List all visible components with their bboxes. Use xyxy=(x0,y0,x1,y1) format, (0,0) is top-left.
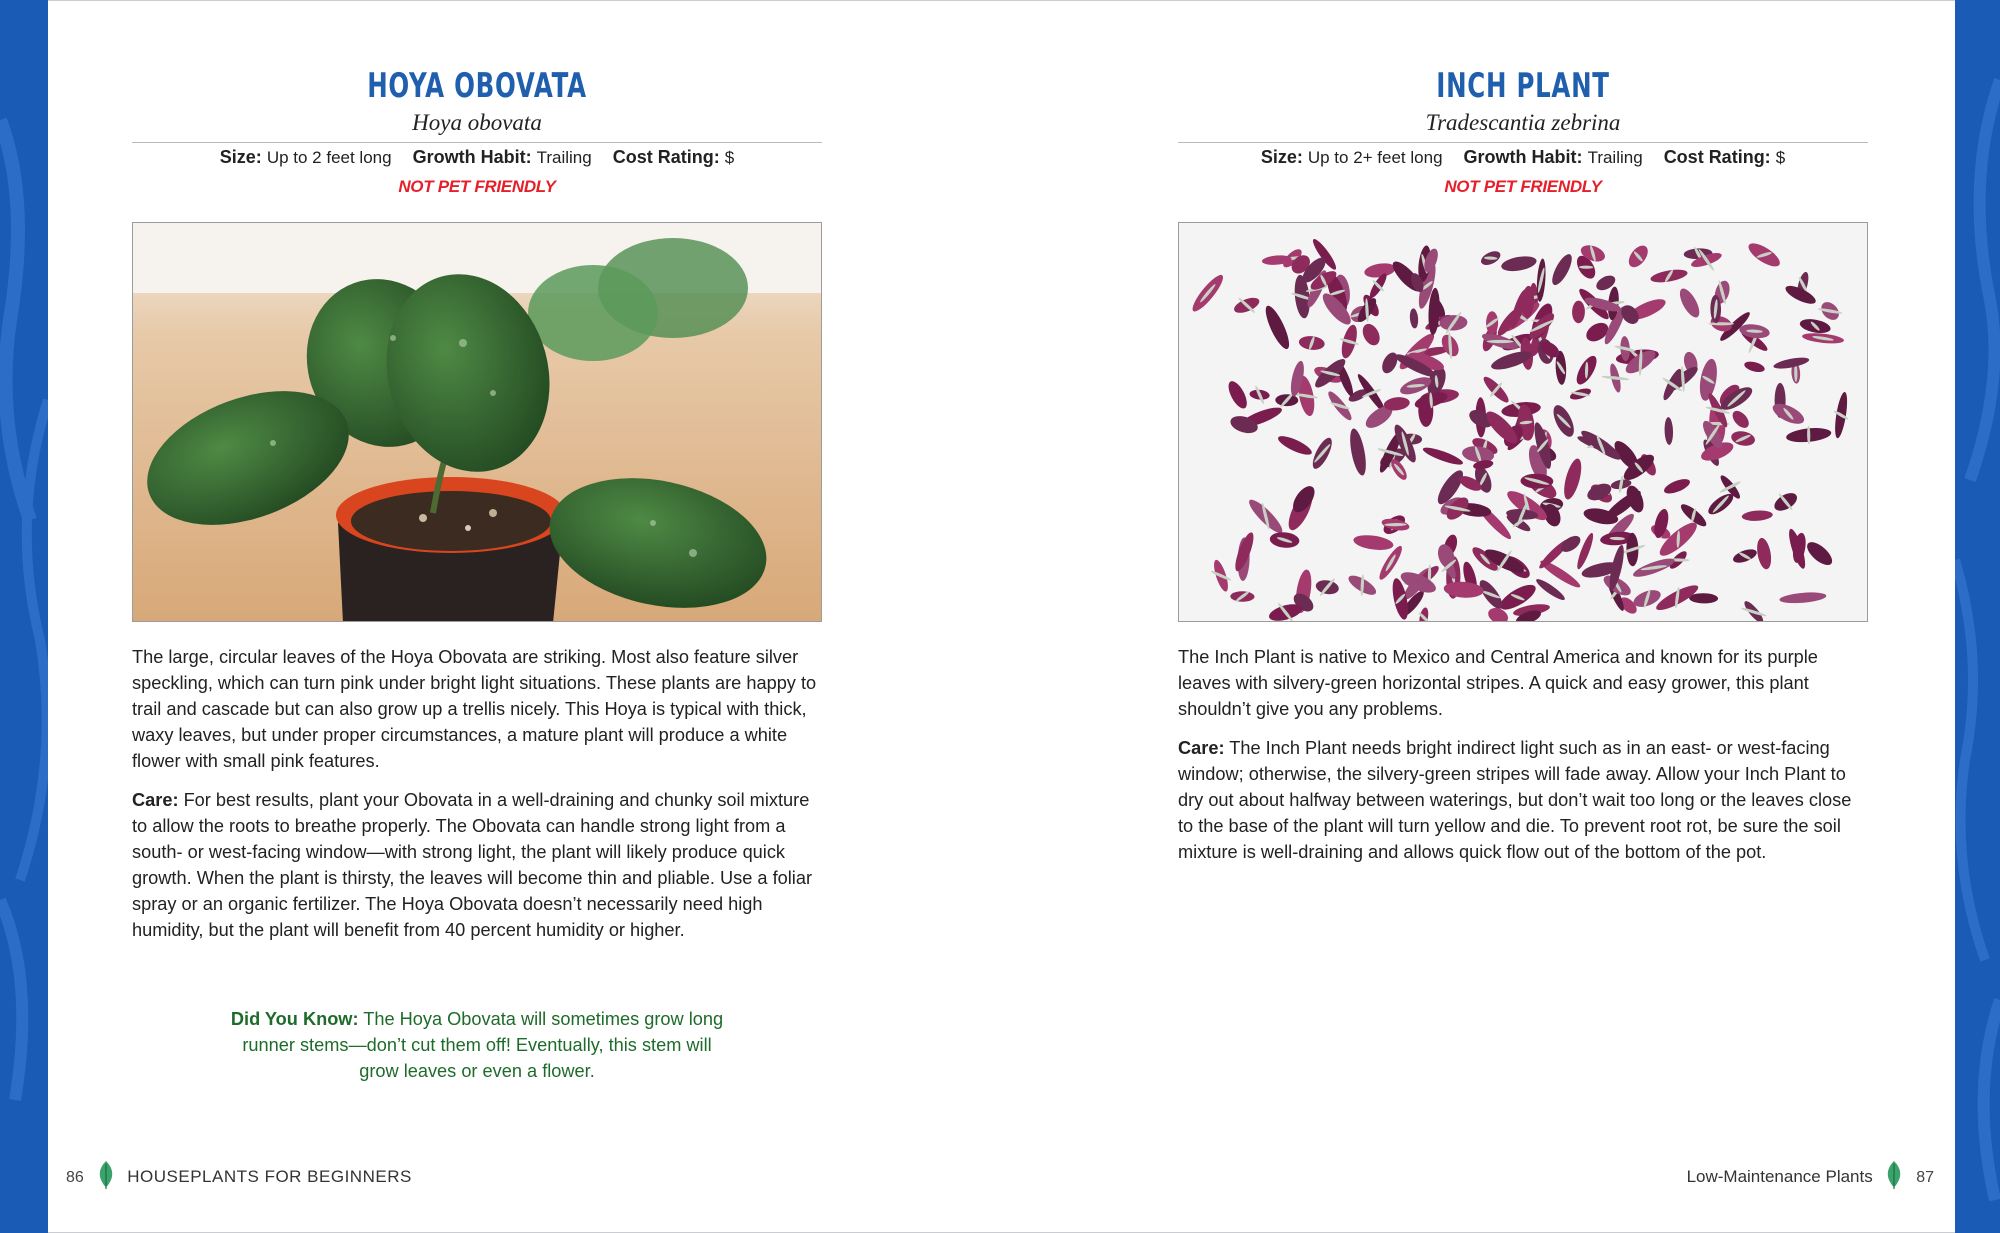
cost-rating-label: Cost Rating: xyxy=(612,147,720,167)
title-rule xyxy=(1178,142,1868,143)
running-head: HOUSEPLANTS FOR BEGINNERS xyxy=(127,1166,412,1186)
page-number: 87 xyxy=(1916,1168,1934,1186)
description-paragraph: The Inch Plant is native to Mexico and Central America and known for its purple leaves with silvery-green horizontal stripes. A quick and easy grower, this plant shouldn’t give you any problems. xyxy=(1178,647,1818,719)
growth-habit-value: Trailing xyxy=(536,148,592,167)
did-you-know-label: Did You Know: xyxy=(230,1009,359,1029)
size-value: Up to 2 feet long xyxy=(266,148,392,167)
title-rule xyxy=(132,142,822,143)
plant-title: INCH PLANT xyxy=(1436,66,1610,106)
growth-habit-label: Growth Habit: xyxy=(1463,147,1583,167)
cost-rating-value: $ xyxy=(724,148,735,167)
description-paragraph: The large, circular leaves of the Hoya Obovata are striking. Most also feature silver speckling, which can turn pink under bright light situations. These plants are happy to trail and cascade but can also grow up a trellis nicely. This Hoya is typical with thick, waxy leaves, but under proper circumstances, a mature plant will produce a white flower with small pink features. xyxy=(132,647,817,771)
size-label: Size: xyxy=(219,147,262,167)
pet-warning: NOT PET FRIENDLY xyxy=(1444,177,1602,196)
care-paragraph xyxy=(1178,735,1868,865)
plant-title: HOYA OBOVATA xyxy=(367,66,587,106)
cost-rating-label: Cost Rating: xyxy=(1663,147,1771,167)
page-number: 86 xyxy=(66,1168,84,1186)
running-head: Low-Maintenance Plants xyxy=(1686,1166,1873,1186)
care-label: Care: xyxy=(132,790,179,810)
did-you-know-callout xyxy=(222,1006,732,1084)
left-decorative-edge xyxy=(0,0,48,1233)
plant-meta xyxy=(1178,147,1868,168)
did-you-know-text: The Hoya Obovata will sometimes grow long runner stems—don’t cut them off! Eventually, this stem will grow leaves or even a flower. xyxy=(242,1009,724,1081)
plant-description xyxy=(132,644,822,956)
latin-name: Tradescantia zebrina xyxy=(1425,110,1621,135)
growth-habit-label: Growth Habit: xyxy=(412,147,532,167)
leaf-icon xyxy=(97,1160,115,1195)
right-footer xyxy=(1687,1160,1934,1195)
inch-plant-photo xyxy=(1178,222,1868,622)
plant-meta xyxy=(132,147,822,168)
right-decorative-edge xyxy=(1955,0,2000,1233)
cost-rating-value: $ xyxy=(1775,148,1786,167)
left-footer xyxy=(66,1160,412,1195)
hoya-photo xyxy=(132,222,822,622)
pet-warning: NOT PET FRIENDLY xyxy=(398,177,556,196)
plant-description xyxy=(1178,644,1868,878)
leaf-icon xyxy=(1885,1160,1903,1195)
size-label: Size: xyxy=(1260,147,1303,167)
latin-name: Hoya obovata xyxy=(412,110,542,135)
care-label: Care: xyxy=(1178,738,1225,758)
growth-habit-value: Trailing xyxy=(1587,148,1643,167)
care-text: For best results, plant your Obovata in a well-draining and chunky soil mixture to allow the roots to breathe properly. The Obovata can handle strong light from a south- or west-facing window—with strong light, the plant will likely produce quick growth. When the plant is thirsty, the leaves will become thin and pliable. Use a foliar spray or an organic fertilizer. The Hoya Obovata doesn’t necessarily need high humidity, but the plant will benefit from 40 percent humidity or higher. xyxy=(132,790,813,940)
care-text: The Inch Plant needs bright indirect light such as in an east- or west-facing window; otherwise, the silvery-green stripes will fade away. Allow your Inch Plant to dry out about halfway between waterings, but don’t wait too long or the leaves close to the base of the plant will turn yellow and die. To prevent root rot, be sure the soil mixture is well-draining and allows quick flow out of the bottom of the pot. xyxy=(1178,738,1852,862)
care-paragraph xyxy=(132,787,822,943)
size-value: Up to 2+ feet long xyxy=(1307,148,1443,167)
